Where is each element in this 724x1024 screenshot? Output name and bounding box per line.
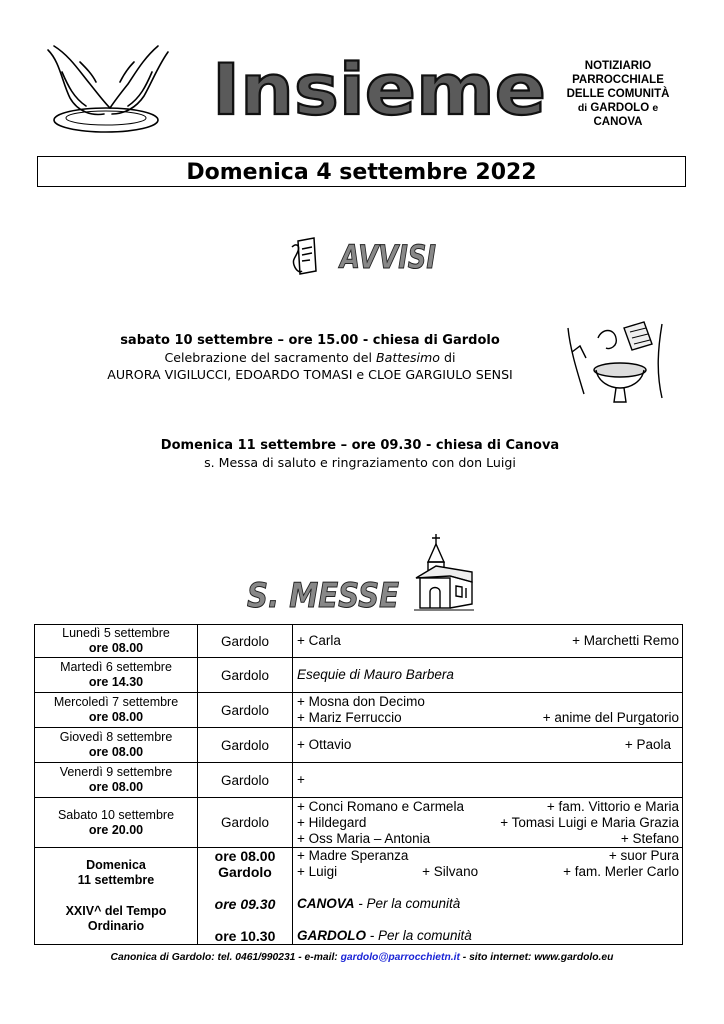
publication-subtitle	[556, 59, 680, 129]
table-row	[35, 658, 683, 693]
notice-2-heading: Domenica 11 settembre – ore 09.30 - chiesa di Canova	[160, 438, 560, 453]
intentions-cell: + Mosna don Decimo + Mariz Ferruccio + anime del Purgatorio	[293, 693, 683, 728]
intentions-cell: +	[293, 763, 683, 798]
table-row	[35, 728, 683, 763]
intentions-cell: + Ottavio + Paola	[293, 728, 683, 763]
day-cell: Sabato 10 settembre ore 20.00	[35, 798, 198, 848]
mass-schedule-table	[34, 624, 683, 945]
notice-1-line-2: AURORA VIGILUCCI, EDOARDO TOMASI e CLOE GARGIULO SENSI	[107, 367, 513, 382]
email-link[interactable]: gardolo@parrocchietn.it	[340, 952, 460, 963]
messe-title-text: S. MESSE	[247, 576, 399, 616]
masthead-title: Insieme	[212, 49, 546, 131]
place-cell: Gardolo	[198, 798, 293, 848]
avvisi-heading	[336, 234, 440, 276]
table-row	[35, 693, 683, 728]
day-cell: Lunedì 5 settembre ore 08.00	[35, 625, 198, 658]
notice-1-line-1: Celebrazione del sacramento del Battesimo di	[164, 350, 456, 365]
day-cell: Giovedì 8 settembre ore 08.00	[35, 728, 198, 763]
day-cell: Mercoledì 7 settembre ore 08.00	[35, 693, 198, 728]
subtitle-line-5: CANOVA	[593, 116, 643, 128]
masthead-logo	[208, 49, 550, 131]
place-cell: Gardolo	[198, 728, 293, 763]
day-cell: Venerdì 9 settembre ore 08.00	[35, 763, 198, 798]
day-cell: Domenica 11 settembre XXIV^ del Tempo Ordinario	[35, 848, 198, 945]
notice-paper-icon	[288, 235, 318, 277]
day-cell: Martedì 6 settembre ore 14.30	[35, 658, 198, 693]
footer-contact: Canonica di Gardolo: tel. 0461/990231 - e-mail: gardolo@parrocchietn.it - sito internet: www.gardolo.eu	[110, 952, 614, 963]
notice-1-heading: sabato 10 settembre – ore 15.00 - chiesa di Gardolo	[120, 333, 500, 348]
messe-heading	[244, 571, 402, 615]
notice-baptism	[50, 332, 570, 383]
baptism-font-icon	[562, 318, 676, 404]
hands-logo	[40, 42, 178, 138]
avvisi-title-text: AVVISI	[337, 238, 437, 276]
notice-farewell-mass	[100, 437, 620, 471]
sunday-times-cell: ore 08.00 Gardolo ore 09.30 ore 10.30	[198, 848, 293, 945]
place-cell: Gardolo	[198, 658, 293, 693]
subtitle-line-2: PARROCCHIALE	[572, 74, 664, 86]
place-cell: Gardolo	[198, 625, 293, 658]
intentions-cell: + Carla + Marchetti Remo	[293, 625, 683, 658]
intentions-cell: Esequie di Mauro Barbera	[293, 658, 683, 693]
subtitle-line-4: di GARDOLO e	[577, 102, 659, 114]
place-cell: Gardolo	[198, 693, 293, 728]
table-row	[35, 798, 683, 848]
church-icon	[412, 532, 476, 612]
place-cell: Gardolo	[198, 763, 293, 798]
notice-2-line-1: s. Messa di saluto e ringraziamento con don Luigi	[204, 455, 516, 470]
sunday-intentions-cell: + Madre Speranza + suor Pura + Luigi + Silvano + fam. Merler Carlo CANOVA - Per la comunità GARDOLO - Per la comunità	[293, 848, 683, 945]
subtitle-line-3: DELLE COMUNITÀ	[566, 88, 670, 100]
table-row-sunday	[35, 848, 683, 945]
date-title: Domenica 4 settembre 2022	[37, 156, 686, 187]
table-row	[35, 763, 683, 798]
subtitle-line-1: NOTIZIARIO	[584, 60, 652, 72]
table-row	[35, 625, 683, 658]
intentions-cell: + Conci Romano e Carmela + fam. Vittorio e Maria + Hildegard + Tomasi Luigi e Maria Grazia + Oss Maria – Antonia + Stefano	[293, 798, 683, 848]
